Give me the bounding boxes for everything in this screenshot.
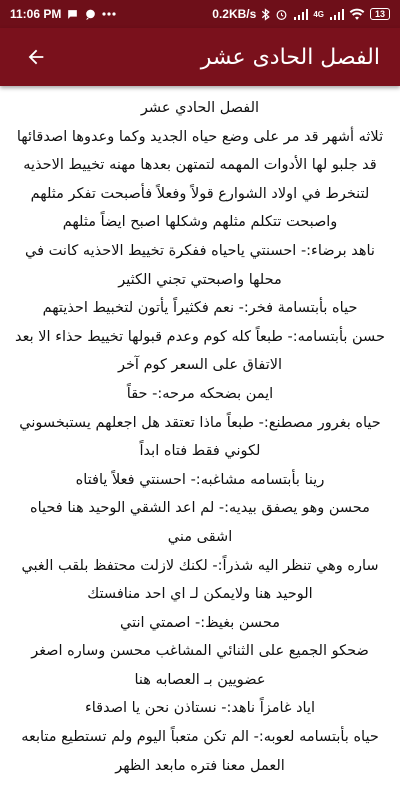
chapter-text xyxy=(0,86,400,800)
status-bar-right xyxy=(212,7,390,21)
paragraph: محسن وهو يصفق بيديه:- لم اعد الشقي الوحيد هنا فحياه اشقى مني xyxy=(30,500,370,545)
paragraph: اياد غامزاً ناهد:- نستاذن نحن يا اصدقاء xyxy=(84,700,316,717)
paragraph: ضحكو الجميع على الثنائي المشاغب محسن وساره اصغر عضويين بـ العصابه هنا xyxy=(31,643,369,688)
status-time: 11:06 PM xyxy=(10,7,62,21)
arrow-back-icon xyxy=(25,46,47,68)
paragraph: حياه بأبتسامة فخر:- نعم فكثيراً يأتون لتخبيط احذيتهم xyxy=(42,300,358,317)
network-type: 4G xyxy=(313,9,324,19)
bluetooth-icon xyxy=(261,8,270,21)
alarm-icon xyxy=(275,8,288,21)
battery-icon: 13 xyxy=(370,8,390,20)
paragraph: رينا بأبتسامه مشاغبه:- احسنتي فعلاً يافتاه xyxy=(75,471,325,488)
wifi-icon xyxy=(349,8,365,21)
status-bar-left xyxy=(10,7,116,21)
chat-circle-icon xyxy=(84,8,97,21)
page-title: الفصل الحادى عشر xyxy=(200,44,380,70)
cell-signal-icon-2 xyxy=(329,8,344,21)
paragraph: حسن بأبتسامه:- طبعاً كله كوم وعدم قبولها تخييط حذاء الا بعد الاتفاق على السعر كوم آخر xyxy=(15,328,385,374)
chapter-heading: الفصل الحادي عشر xyxy=(140,100,260,116)
paragraph: محسن بغيظ:- اصمتي انتي xyxy=(120,614,280,631)
paragraph: ايمن بضحكه مرحه:- حقاً xyxy=(126,385,274,402)
cell-signal-icon xyxy=(293,8,308,21)
paragraph: حياه بأبتسامه لعوبه:- الم تكن متعباً اليوم ولم تستطيع متابعه العمل معنا فتره مابعد الظهر xyxy=(21,729,379,774)
paragraph: ساره وهي تنظر اليه شذراً:- لكنك لازلت محتفظ بلقب الغبي الوحيد هنا ولايمكن لـ اي احد منافستك xyxy=(21,557,379,603)
paragraph: ثلاثه أشهر قد مر على وضع حياه الجديد وكما وعدوها اصدقائها قد جلبو لها الأدوات المهمه لتمتهن بعدها مهنه تخييط الاحذيه لتنخرط في اولاد الشوارع قولاً وفعلاً فأصبحت تفكر مثلهم واصبحت تتكلم مثلهم وشكلها اصبح ايضاً مثلهم xyxy=(16,128,384,231)
paragraph: حياه بغرور مصطنع:- طبعاً ماذا تعتقد هل اجعلهم يستبخسوني لكوني فقط فتاه ابداً xyxy=(19,414,381,460)
status-bar xyxy=(0,0,400,28)
paragraph: ناهد برضاء:- احسنتي ياحياه ففكرة تخييط الاحذيه كانت في محلها واصبحتي تجني الكثير xyxy=(25,242,375,288)
back-button[interactable] xyxy=(18,39,54,75)
more-dots-icon xyxy=(102,11,116,17)
app-bar xyxy=(0,28,400,86)
network-speed: 0.2KB/s xyxy=(212,7,257,21)
message-bubble-icon xyxy=(66,8,79,21)
